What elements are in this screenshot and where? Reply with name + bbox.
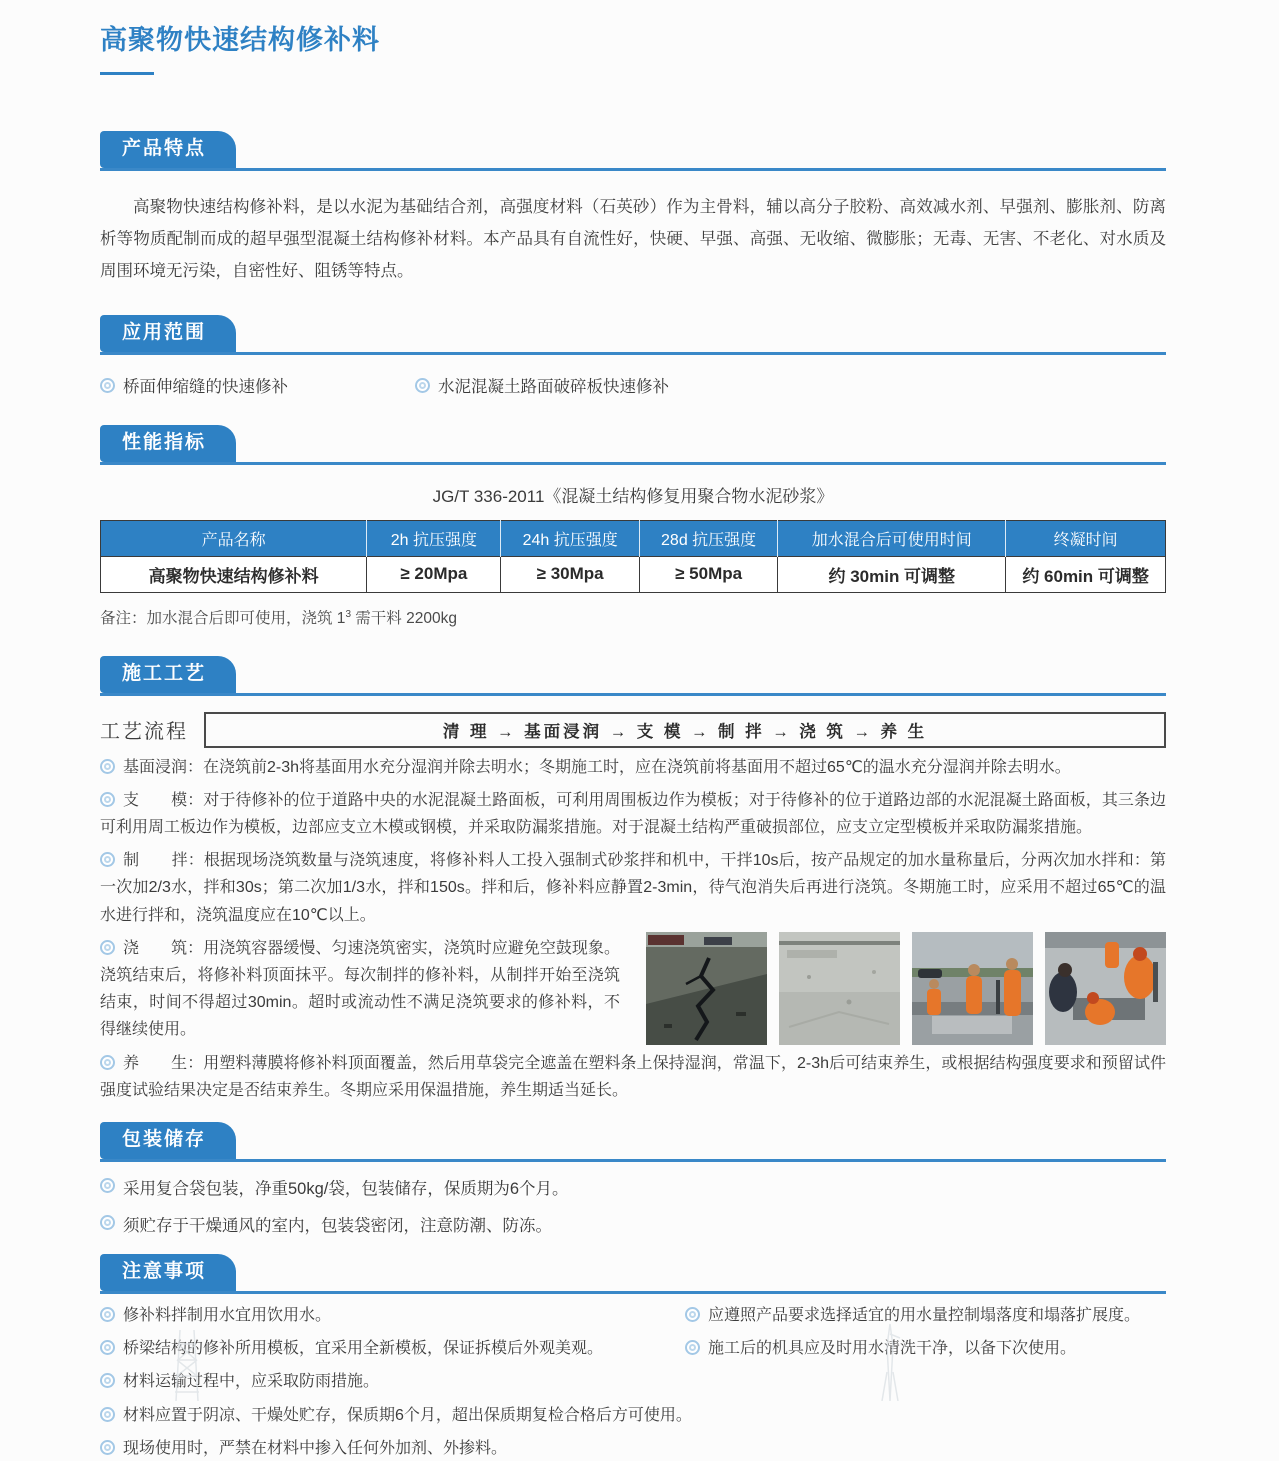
flow-steps-box: 清 理 → 基面浸润 → 支 模 → 制 拌 → 浇 筑 → 养 生 <box>204 712 1166 748</box>
notices-columns <box>100 1294 1166 1361</box>
application-label: 桥面伸缩缝的快速修补 <box>123 378 288 397</box>
page-title: 高聚物快速结构修补料 <box>100 25 380 55</box>
section-header-packaging <box>100 1122 1166 1162</box>
title-underline <box>100 72 154 75</box>
bullet-ring-icon <box>100 378 115 393</box>
process-step <box>100 847 1166 929</box>
process-step <box>100 754 1166 781</box>
notice-text: 材料应置于阴凉、干燥处贮存，保质期6个月，超出保质期复检合格后方可使用。 <box>123 1406 692 1424</box>
process-step <box>100 1050 1166 1104</box>
construction-photos <box>646 932 1166 1045</box>
section-badge-features: 产品特点 <box>100 131 236 168</box>
table-header-row <box>101 520 1166 556</box>
process-step <box>100 935 620 1044</box>
bullet-ring-icon <box>100 1178 115 1193</box>
column-header: 24h 抗压强度 <box>501 520 639 556</box>
process-flow-row <box>100 712 1166 748</box>
table-cell: ≥ 20Mpa <box>367 556 501 592</box>
document-body <box>100 0 1166 1461</box>
section-header-applications <box>100 315 1166 355</box>
process-step <box>100 787 1166 841</box>
notice-text: 桥梁结构的修补所用模板，宜采用全新模板，保证拆模后外观美观。 <box>123 1339 604 1357</box>
table-cell: 高聚物快速结构修补料 <box>101 556 367 592</box>
features-paragraph: 高聚物快速结构修补料，是以水泥为基础结合剂，高强度材料（石英砂）作为主骨料，辅以高分子胶粉、高效减水剂、早强剂、膨胀剂、防离析等物质配制而成的超早强型混凝土结构修补材料。本产品具有自流性好，快硬、早强、高强、无收缩、微膨胀；无毒、无害、不老化、对水质及周围环境无污染，自密性好、阻锈等特点。 <box>100 197 1166 281</box>
performance-table <box>100 520 1166 593</box>
manual-patching-photo <box>1045 932 1166 1045</box>
notice-text: 材料运输过程中，应采取防雨措施。 <box>123 1373 380 1391</box>
list-item <box>100 1438 1166 1460</box>
step-text: 制 拌：根据现场浇筑数量与浇筑速度，将修补料人工投入强制式砂浆拌和机中，干拌10s后，按产品规定的加水量称量后，分两次加水拌和：第一次加2/3水，拌和30s；第二次加1/3水，拌和150s。拌和后，修补料应静置2-3min，待气泡消失后再进行浇筑。冬期施工时，应采用不超过65℃的温水进行拌和，浇筑温度应在10℃以上。 <box>100 852 1166 924</box>
list-item <box>100 1405 1166 1427</box>
bullet-ring-icon <box>100 1407 115 1422</box>
watermark-spire-sketch <box>860 1322 920 1401</box>
step-text: 支 模：对于待修补的位于道路中央的水泥混凝土路面板，可利用周围板边作为模板；对于待修补的位于道路边部的水泥混凝土路面板，其三条边可利用周工板边作为模板，边部应支立木模或钢模，并采取防漏浆措施。对于混凝土结构严重破损部位，应支立定型模板并采取防漏浆措施。 <box>100 791 1166 837</box>
bullet-ring-icon <box>100 1055 115 1070</box>
road-repair-crew-photo <box>912 932 1033 1045</box>
section-badge-notices: 注意事项 <box>100 1254 236 1291</box>
table-cell: ≥ 50Mpa <box>639 556 777 592</box>
column-header: 加水混合后可使用时间 <box>778 520 1006 556</box>
section-header-performance <box>100 425 1166 465</box>
table-row <box>101 556 1166 592</box>
bullet-ring-icon <box>100 1307 115 1322</box>
notice-text: 修补料拌制用水宜用饮用水。 <box>123 1306 332 1324</box>
bullet-ring-icon <box>100 1215 115 1230</box>
table-cell: 约 60min 可调整 <box>1006 556 1166 592</box>
cracked-pavement-photo <box>646 932 767 1045</box>
bullet-ring-icon <box>100 852 115 867</box>
bullet-ring-icon <box>100 792 115 807</box>
notice-text: 应遵照产品要求选择适宜的用水量控制塌落度和塌落扩展度。 <box>708 1306 1141 1324</box>
notice-text: 现场使用时，严禁在材料中掺入任何外加剂、外掺料。 <box>123 1440 508 1458</box>
list-item <box>100 1305 685 1327</box>
applications-list <box>100 373 1166 397</box>
application-label: 水泥混凝土路面破碎板快速修补 <box>438 378 669 397</box>
column-header: 终凝时间 <box>1006 520 1166 556</box>
step-text: 浇 筑：用浇筑容器缓慢、匀速浇筑密实，浇筑时应避免空鼓现象。浇筑结束后，将修补料顶面抹平。每次制拌的修补料，从制拌开始至浇筑结束，时间不得超过30min。超时或流动性不满足浇筑要求的修补料，不得继续使用。 <box>100 939 620 1039</box>
step-text: 基面浸润：在浇筑前2-3h将基面用水充分湿润并除去明水；冬期施工时，应在浇筑前将基面用不超过65℃的温水充分湿润并除去明水。 <box>123 758 1071 776</box>
table-cell: ≥ 30Mpa <box>501 556 639 592</box>
section-header-notices <box>100 1254 1166 1294</box>
section-badge-performance: 性能指标 <box>100 425 236 462</box>
section-badge-applications: 应用范围 <box>100 315 236 352</box>
section-header-process <box>100 656 1166 696</box>
column-header: 28d 抗压强度 <box>639 520 777 556</box>
step-text: 养 生：用塑料薄膜将修补料顶面覆盖，然后用草袋完全遮盖在塑料条上保持湿润，常温下，2-3h后可结束养生，或根据结构强度要求和预留试件强度试验结果决定是否结束养生。冬期应采用保温措施，养生期适当延长。 <box>100 1054 1166 1099</box>
list-item <box>100 1371 1166 1393</box>
section-badge-process: 施工工艺 <box>100 656 236 693</box>
bullet-ring-icon <box>100 940 115 955</box>
bullet-ring-icon <box>100 1340 115 1355</box>
column-header: 2h 抗压强度 <box>367 520 501 556</box>
notice-text: 施工后的机具应及时用水清洗干净，以备下次使用。 <box>708 1339 1077 1357</box>
bullet-ring-icon <box>100 759 115 774</box>
column-header: 产品名称 <box>101 520 367 556</box>
standard-reference: JG/T 336-2011《混凝土结构修复用聚合物水泥砂浆》 <box>432 486 834 506</box>
list-item <box>100 1175 1166 1199</box>
table-cell: 约 30min 可调整 <box>778 556 1006 592</box>
packaging-text: 须贮存于干燥通风的室内，包装袋密闭，注意防潮、防冻。 <box>123 1216 552 1235</box>
bullet-ring-icon <box>100 1440 115 1455</box>
packaging-text: 采用复合袋包装，净重50kg/袋，包装储存，保质期为6个月。 <box>123 1179 569 1198</box>
list-item <box>415 373 1166 397</box>
list-item <box>100 373 415 397</box>
watermark-tower-sketch <box>150 1330 250 1401</box>
section-header-features <box>100 131 1166 171</box>
footnote-text: 备注：加水混合后即可使用，浇筑 1 <box>100 609 346 627</box>
list-item <box>685 1338 1166 1360</box>
footnote-superscript: 3 <box>345 608 351 620</box>
footnote-text: 需干料 2200kg <box>351 609 457 627</box>
bullet-ring-icon <box>685 1307 700 1322</box>
flow-label: 工艺流程 <box>100 721 188 744</box>
concrete-surface-photo <box>779 932 900 1045</box>
list-item <box>100 1212 1166 1236</box>
section-badge-packaging: 包装储存 <box>100 1122 236 1159</box>
process-steps <box>100 754 1166 1104</box>
bullet-ring-icon <box>685 1340 700 1355</box>
table-footnote <box>100 606 1166 628</box>
list-item <box>685 1305 1166 1327</box>
bullet-ring-icon <box>100 1373 115 1388</box>
bullet-ring-icon <box>415 378 430 393</box>
